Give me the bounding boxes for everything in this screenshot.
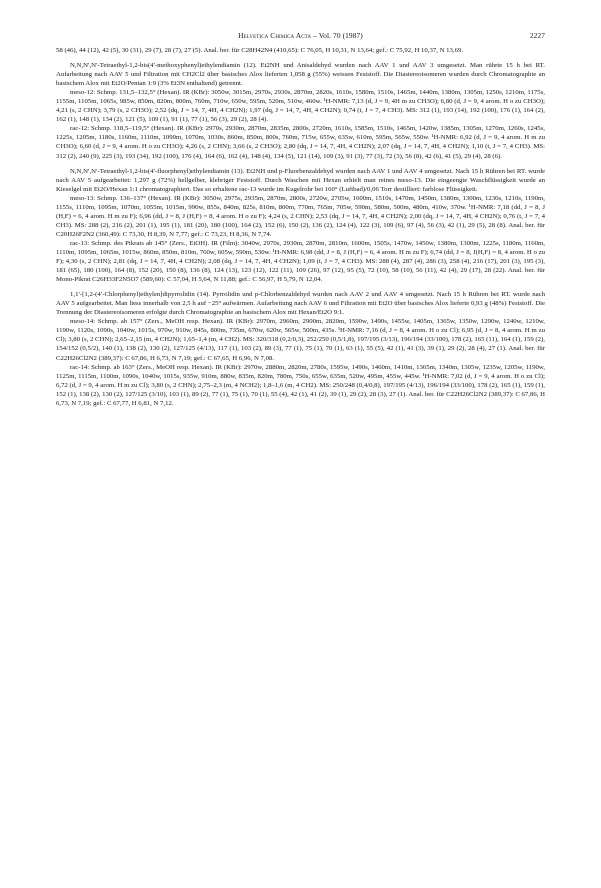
paragraph: N,N,N′,N′-Tetraethyl-1,2-bis(4′-methoxyphenyl)ethylendiamin (12). Et2NH und Anisaldehyd wurden nach AAV 1 und AAV 3 umgesetzt. Man rührte 15 h bei RT. Aufarbeitung nach AAV 5 und Filtration mit CH2Cl2 über basisches Alox lieferten 1,058 g (55%) weissen Feststoff. Die Diastereoisomeren wurden durch Chromatographie an basischem Alox mit Et2O/Pentan 1:9 (3% Et3N enthaltend) getrennt. — [56, 62, 545, 88]
paragraph: rac-12: Schmp. 118,5–119,5° (Hexan). IR (KBr): 2970s, 2930m, 2870m, 2835m, 2800s, 2720m, 1610s, 1585m, 1510s, 1465m, 1420w, 1385m, 1305m, 1270m, 1260s, 1245s, 1225s, 1205m, 1180s, 1160m, 1110m, 1090m, 1070m, 1030s, 860m, 850m, 800s, 760m, 715w, 655w, 635w, 610m, 595m, 565w, 550w. ¹H-NMR: 6,92 (d, J = 9, 4 arom. H m zu CH3O); 6,60 (d, J = 9, 4 arom. H o zu CH3O); 4,26 (s, 2 CHN); 3,66 (s, 2 CH3O); 2,80 (dq, J = 14, 7, 4H, 4 CH2N); 2,07 (dq, J = 14, 7, 4H, 4 CH2N); 1,10 (t, J = 7, 4 CH3). MS: 312 (2), 240 (9), 225 (3), 193 (34), 192 (100), 176 (4), 164 (6), 162 (4), 148 (4), 134 (5), 121 (14), 109 (3), 91 (3), 77 (3), 72 (3), 56 (8), 42 (6), 41 (5), 29 (4), 28 (6). — [56, 125, 545, 160]
paragraph: N,N,N′,N′-Tetraethyl-1,2-bis(4′-fluorphenyl)ethylendiamin (13). Et2NH und p-Fluorbenzaldehyd wurden nach AAV 1 und AAV 4 umgesetzt. Nach 15 h Rühren bei RT. wurde nach AAV 5 aufgearbeitet: 1,297 g (72%) hellgelber, klebriger Feststoff. Durch Waschen mit Hexan erhielt man reines meso-13. Die eingeengte Waschflüssigkeit wurde an Kieselgel mit Et2O/Hexan 1:1 chromatographiert. Das so erhaltene rac-13 wurde im Kugelrohr bei 160° (Luftbad)/0,06 Torr destilliert: farblose Flüssigkeit. — [56, 167, 545, 193]
paragraph: meso-14: Schmp. ab 157° (Zers., MeOH resp. Hexan). IR (KBr): 2970m, 2960m, 2900m, 2820m, 1590w, 1490s, 1455w, 1405m, 1365w, 1350w, 1290w, 1240w, 1210w, 1190w, 1120s, 1090s, 1040w, 1015s, 970w, 910w, 845s, 800m, 735m, 670w, 620w, 565w, 500m, 435s. ¹H-NMR: 7,16 (d, J = 8, 4 arom. H o zu Cl); 6,95 (d, J = 8, 4 arom. H m zu Cl); 3,80 (s, 2 CHN); 2,65–2,15 (m, 4 CH2N); 1,65–1,4 (m, 4 CH2). MS: 320/318 (0,2/0,3), 252/250 (0,5/1,8), 197/195 (3/13), 196/194 (33/100), 178 (2), 165 (11), 164 (1), 159 (2), 154/152 (0,5/2), 140 (1), 138 (2), 130 (2), 127/125 (4/13), 117 (1), 103 (2), 89 (3), 77 (1), 75 (1), 70 (1), 63 (1), 55 (5), 42 (1), 41 (3), 39 (1), 29 (2), 28 (4), 27 (1). Anal. ber. für C22H26Cl2N2 (389,37): C 67,86, H 6,73, N 7,19; gef.: C 67,65, H 6,96, N 7,08. — [56, 318, 545, 362]
paragraph: 1,1′-[1,2-(4′-Chlorphenyl)ethylen]dipyrrolidin (14). Pyrrolidin und p-Chlorbenzaldehyd wurden nach AAV 2 und AAV 4 umgesetzt. Nach 15 h Rühren bei RT. wurde nach AAV 5 aufgearbeitet. Man liess innerhalb von 2,5 h auf −25° aufwärmen. Aufarbeitung nach AAV 6 und Filtration mit Et2O über basisches Alox lieferte 0,93 g (48%) Feststoff. Die Trennung der Diastereoisomeren erfolgte durch Chromatographie an basischem Alox mit Hexan/Et2O 9:1. — [56, 291, 545, 317]
running-head — [56, 30, 545, 42]
body-text — [56, 46, 545, 408]
paragraph: meso-13: Schmp. 136–137° (Hexan). IR (KBr): 3050w, 2975s, 2935m, 2870m, 2800s, 2720w, 2705w, 1600m, 1510s, 1470m, 1450m, 1380m, 1300m, 1230s, 1210s, 1190m, 1155s, 1110m, 1095m, 1070m, 1055m, 1015m, 990w, 855s, 840m, 825s, 810m, 800m, 770m, 765m, 705w, 590m, 580m, 500m, 480m, 410w, 370w. ¹H-NMR: 7,18 (dd, J = 8, J (H,F) = 6, 4 arom. H m zu F); 6,96 (dd, J = 8, J (H,F) = 8, 4 arom. H o zu F); 4,24 (s, 2 CHN); 2,53 (dq, J = 14, 7, 4H, 4 CH2N); 2,00 (dq, J = 14, 7, 4H, 4 CH2N); 0,76 (t, J = 7, 4 CH3). MS: 288 (2), 216 (2), 201 (1), 195 (1), 181 (20), 180 (100), 164 (2), 152 (6), 150 (2), 136 (2), 124 (4), 122 (3), 109 (6), 97 (4), 56 (3), 42 (1), 29 (5), 28 (8). Anal. ber. für C20H26F2N2 (360,49): C 73,30, H 8,39, N 7,77; gef.: C 73,23, H 8,36, N 7,74. — [56, 194, 545, 238]
volume-year: – Vol. 70 (1987) — [311, 31, 363, 40]
journal-title: Helvetica Chimica Acta — [238, 31, 312, 40]
paragraph: meso-12: Schmp. 131,5–132,5° (Hexan). IR (KBr): 3050w, 3015m, 2970s, 2930s, 2870m, 2820s, 1610s, 1580m, 1510s, 1465m, 1440m, 1380m, 1305m, 1250s, 1210m, 1175s, 1155m, 1105m, 1065s, 985w, 850m, 820m, 800m, 760m, 710w, 650w, 595m, 520m, 510w, 460w. ¹H-NMR: 7,13 (d, J = 9, 4H m zu CH3O); 6,80 (d, J = 9, 4 arom. H o zu CH3O); 4,21 (s, 2 CHN); 3,79 (s, 2 CH3O); 2,52 (dq, J = 14, 7, 4H, 4 CH2N); 1,97 (dq, J = 14, 7, 4H, 4 CH2N); 0,74 (t, J = 7, 4 CH3). MS: 312 (1), 193 (14), 192 (100), 176 (1), 164 (2), 162 (1), 148 (1), 134 (2), 121 (5), 109 (1), 91 (1), 77 (1), 56 (3), 29 (2), 28 (4). — [56, 89, 545, 124]
paragraph: rac-14: Schmp. ab 163° (Zers., MeOH resp. Hexan). IR (KBr): 2970w, 2880m, 2820m, 2780s, 1595w, 1490s, 1460m, 1410m, 1365m, 1340m, 1305w, 1235w, 1205w, 1190w, 1125m, 1115m, 1100m, 1090s, 1040w, 1015s, 935w, 910m, 880w, 835m, 820m, 780m, 750s, 655w, 635m, 520w, 495m, 455w, 445w. ¹H-NMR: 7,02 (d, J = 9, 4 arom. H o zu Cl); 6,72 (d, J = 9, 4 arom. H m zu Cl); 3,80 (s, 2 CHN); 2,75–2,3 (m, 4 NCH2); 1,8–1,6 (m, 4 CH2). MS: 250/248 (0,4/0,8), 197/195 (4/13), 196/194 (33/100), 178 (2), 165 (1), 159 (1), 152 (1), 138 (2), 130 (2), 127/125 (3/10), 103 (1), 89 (2), 77 (1), 75 (1), 70 (1), 55 (4), 42 (1), 41 (2), 39 (1), 29 (2), 28 (3), 27 (1). Anal. ber. für C22H26Cl2N2 (389,37): C 67,86, H 6,73, N 7,19; gef.: C 67,77, H 6,81, N 7,12. — [56, 363, 545, 407]
paragraph: rac-13: Schmp. des Pikrats ab 145° (Zers., EtOH). IR (Film): 3040w, 2970s, 2930m, 2870m, 2810m, 1600m, 1505s, 1470w, 1450w, 1380m, 1300m, 1225s, 1180m, 1160m, 1110m, 1095m, 1065m, 1015w, 860m, 850m, 810m, 760w, 605w, 590m, 530w. ¹H-NMR: 6,98 (dd, J = 8, J (H,F) = 6, 4 arom. H m zu F); 6,74 (dd, J = 8, J(H,F) = 8, 4 arom. H o zu F); 4,30 (s, 2 CHN); 2,81 (dq, J = 14, 7, 4H, 4 CH2N); 2,08 (dq, J = 14, 7, 4H, 4 CH2N); 1,09 (t, J = 7, 4 CH3). MS: 288 (4), 287 (4), 286 (3), 258 (4), 216 (17), 201 (3), 195 (3), 181 (65), 180 (100), 164 (8), 152 (20), 150 (8), 136 (8), 124 (13), 123 (12), 122 (11), 109 (26), 97 (12), 95 (5), 72 (10), 58 (10), 56 (11), 42 (4), 29 (17), 28 (22). Anal. ber. für Mono-Pikrat C26H33F2N5O7 (589,60): C 57,04, H 5,64, N 11,88; gef.: C 56,97, H 5,79, N 12,04. — [56, 239, 545, 284]
page-number: 2227 — [529, 31, 545, 40]
paragraph: 58 (46), 44 (12), 42 (5), 30 (31), 29 (7), 28 (7), 27 (5). Anal. ber. für C28H42N4 (410,65): C 76,05, H 10,31, N 13,64; gef.: C 75,92, H 10,37, N 13,69. — [56, 47, 464, 54]
